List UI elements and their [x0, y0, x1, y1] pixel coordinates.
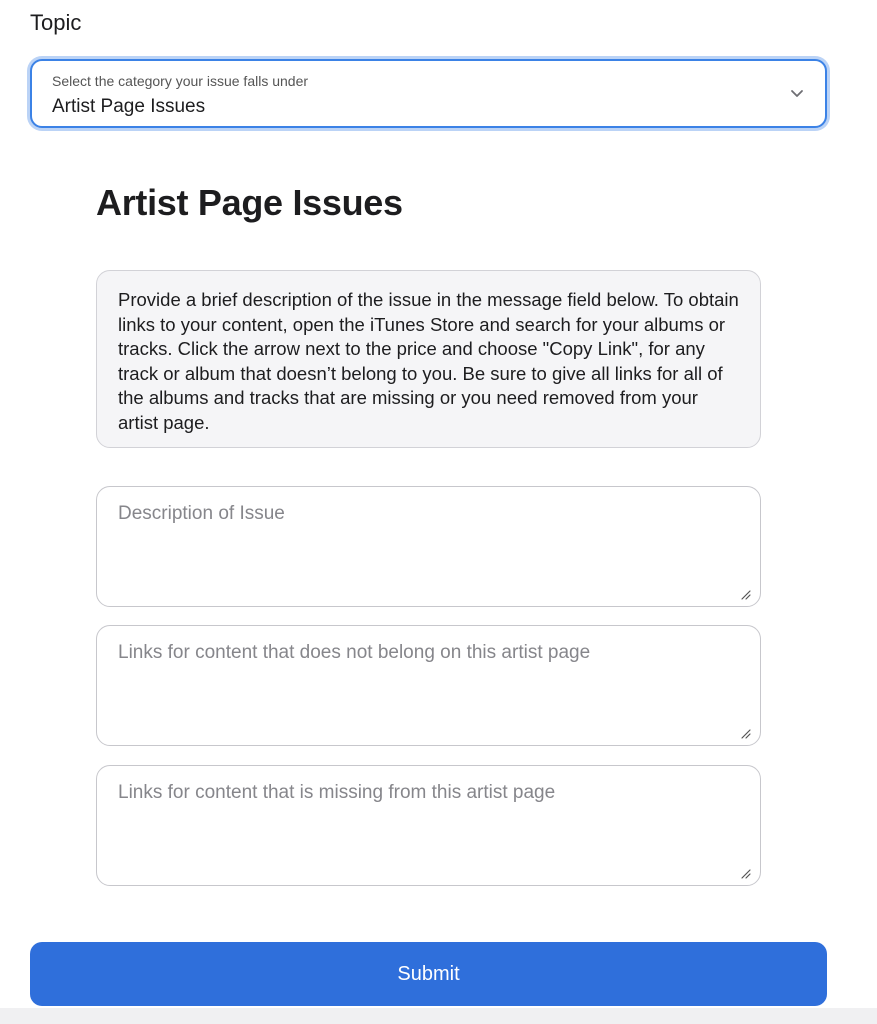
- instructions-box: Provide a brief description of the issue in the message field below. To obtain links to your content, open the iTunes Store and search for your albums or tracks. Click the arrow next to the price and choose "Copy Link", for any track or album that doesn’t belong to you. Be sure to give all links for all of the albums and tracks that are missing or you need removed from your artist page.: [96, 270, 761, 448]
- description-field[interactable]: [96, 486, 761, 607]
- topic-label: Topic: [30, 10, 82, 35]
- bottom-divider: [0, 1008, 877, 1024]
- missing-links-field[interactable]: [96, 765, 761, 886]
- category-select-value: Artist Page Issues: [52, 96, 206, 117]
- section-title: Artist Page Issues: [96, 182, 403, 223]
- chevron-down-icon: [789, 85, 805, 101]
- resize-grip-icon[interactable]: [741, 729, 751, 739]
- category-select-caption: Select the category your issue falls under: [52, 73, 309, 89]
- resize-grip-icon[interactable]: [741, 590, 751, 600]
- resize-grip-icon[interactable]: [741, 869, 751, 879]
- not-belonging-links-field[interactable]: [96, 625, 761, 746]
- submit-button[interactable]: Submit: [30, 942, 827, 1006]
- category-select[interactable]: [30, 59, 827, 128]
